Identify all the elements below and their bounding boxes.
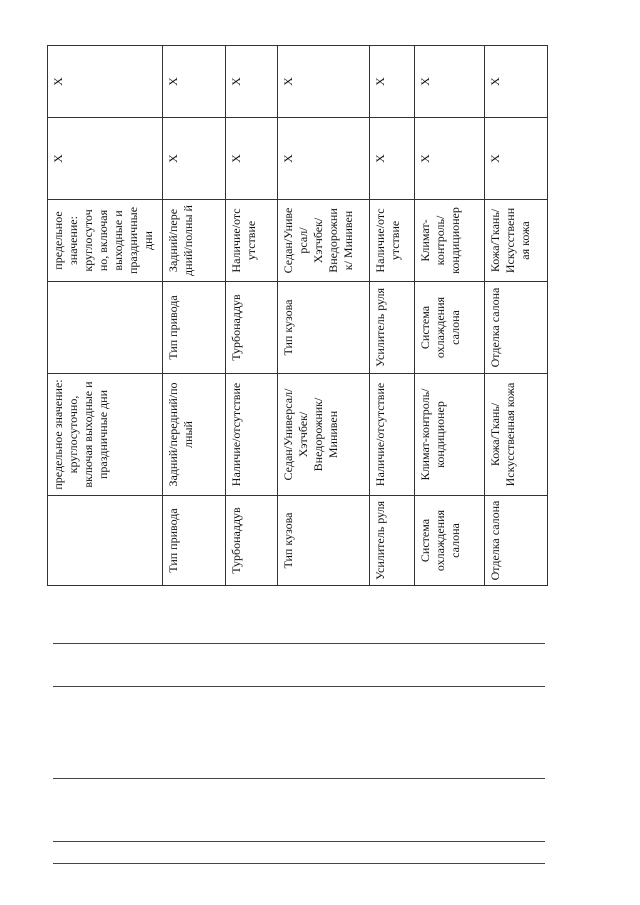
divider-line — [53, 686, 545, 687]
table-cell: X — [226, 46, 278, 118]
table-row — [163, 46, 226, 586]
table-cell: X — [370, 118, 415, 200]
table-cell: Система охлаждения салона — [415, 496, 485, 586]
table-cell: Седан/Униве рсал/ Хэтчбек/ Внедорожни к/ Минивен — [278, 200, 370, 282]
table-cell: Климат- контроль/ кондиционер — [415, 200, 485, 282]
table-cell: X — [278, 46, 370, 118]
table-cell: Усилитель руля — [370, 282, 415, 374]
table-row — [485, 46, 548, 586]
table-cell: X — [163, 46, 226, 118]
divider-line — [53, 778, 545, 779]
table-row — [226, 46, 278, 586]
table-cell: Турбонаддув — [226, 496, 278, 586]
specification-table — [47, 45, 548, 586]
table-cell: X — [485, 118, 548, 200]
table-cell: X — [278, 118, 370, 200]
table-cell: Система охлаждения салона — [415, 282, 485, 374]
divider-line — [53, 841, 545, 842]
table-cell: предельное значение: круглосуточ но, включая выходные и праздничные дни — [48, 200, 163, 282]
table-cell: X — [415, 118, 485, 200]
table-cell: X — [48, 118, 163, 200]
table-cell: X — [163, 118, 226, 200]
table-cell: Кожа/Ткань/ Искусственная кожа — [485, 374, 548, 496]
table-cell: X — [415, 46, 485, 118]
rotated-table-wrapper — [47, 46, 547, 586]
table-cell: Тип привода — [163, 282, 226, 374]
table-cell — [48, 496, 163, 586]
table-cell: Наличие/отсутствие — [226, 374, 278, 496]
table-cell: Седан/Универсал/ Хэтчбек/ Внедорожник/ Минивен — [278, 374, 370, 496]
table-cell: X — [48, 46, 163, 118]
divider-line — [53, 863, 545, 864]
table-cell: предельное значение: круглосуточно, включая выходные и праздничные дни — [48, 374, 163, 496]
table-cell: Наличие/отсутствие — [370, 374, 415, 496]
table-cell: Турбонаддув — [226, 282, 278, 374]
table-cell: Тип кузова — [278, 282, 370, 374]
table-cell: Тип привода — [163, 496, 226, 586]
table-cell: Наличие/отс утствие — [226, 200, 278, 282]
table-cell: Отделка салона — [485, 282, 548, 374]
table-cell: Отделка салона — [485, 496, 548, 586]
table-cell: Усилитель руля — [370, 496, 415, 586]
table-cell: Тип кузова — [278, 496, 370, 586]
table-cell: Кожа/Ткань/ Искусственн ая кожа — [485, 200, 548, 282]
divider-line — [53, 643, 545, 644]
table-cell: Климат-контроль/ кондиционер — [415, 374, 485, 496]
table-cell: X — [370, 46, 415, 118]
table-row — [48, 46, 163, 586]
table-cell: X — [226, 118, 278, 200]
table-cell — [48, 282, 163, 374]
table-row — [415, 46, 485, 586]
table-row — [278, 46, 370, 586]
table-cell: Наличие/отс утствие — [370, 200, 415, 282]
table-row — [370, 46, 415, 586]
table-cell: X — [485, 46, 548, 118]
table-cell: Задний/передний/по лный — [163, 374, 226, 496]
table-cell: Задний/пере дний/полны й — [163, 200, 226, 282]
